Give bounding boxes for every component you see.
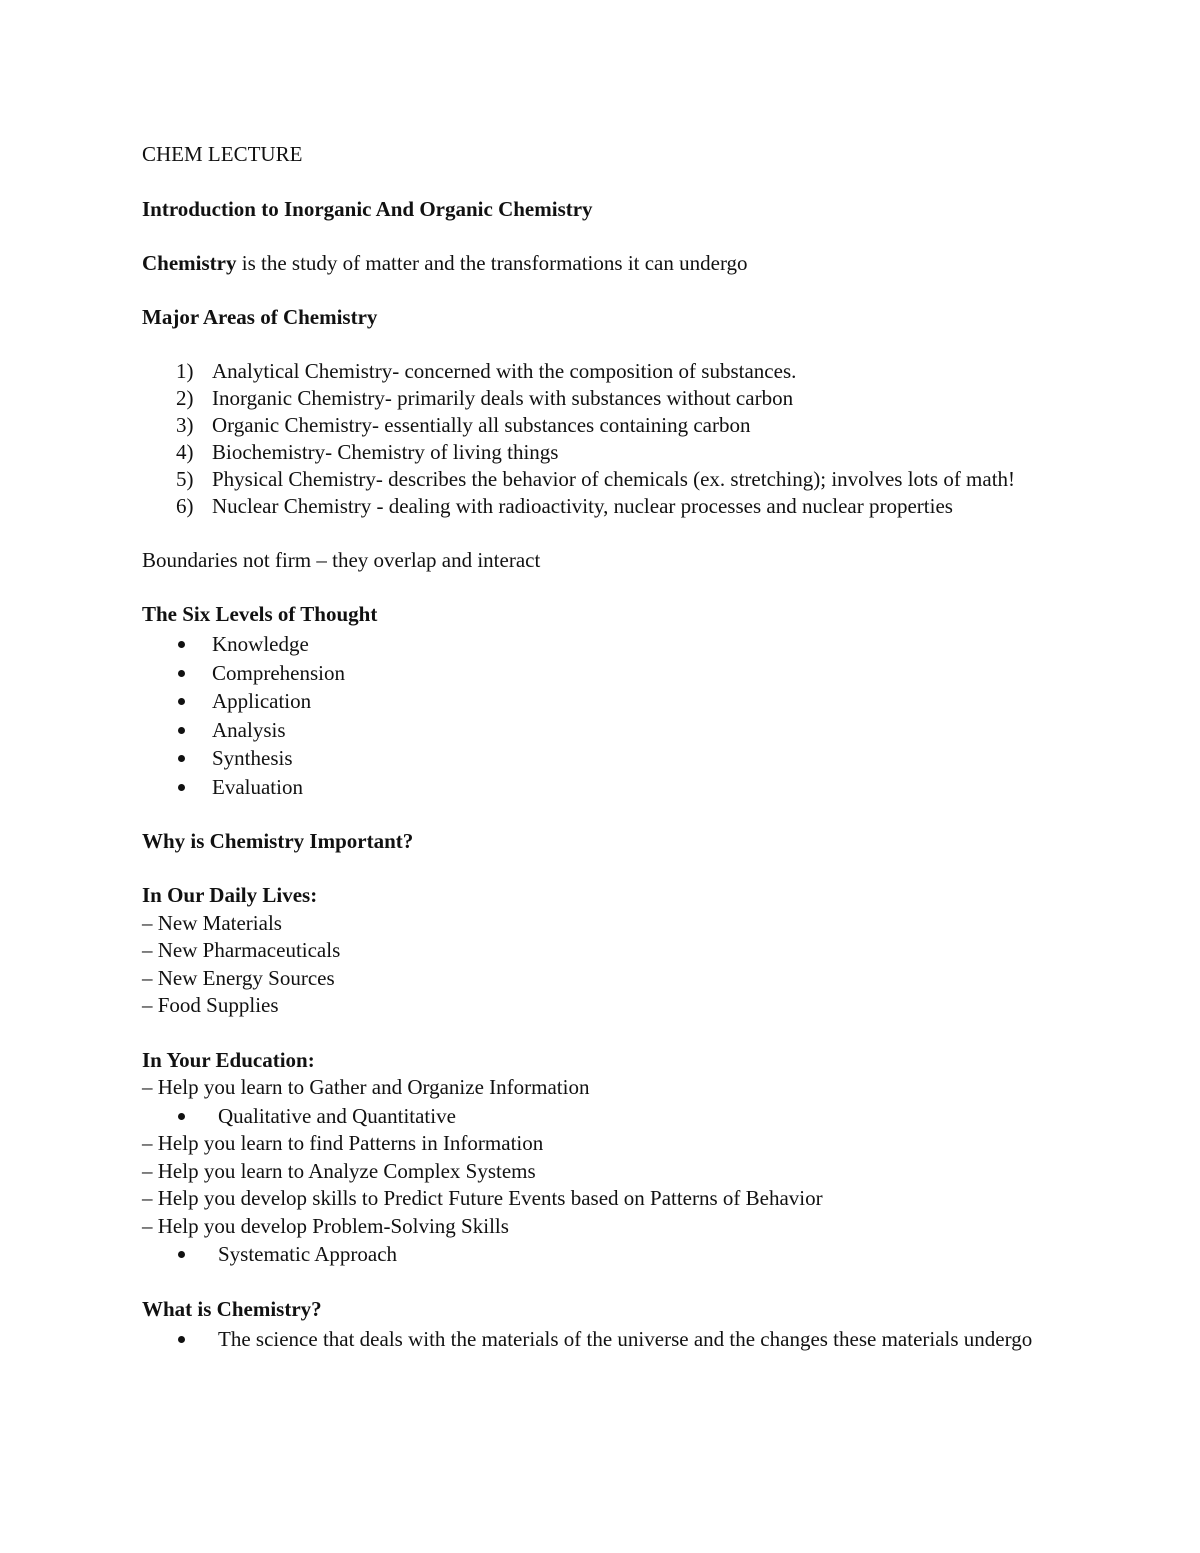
doc-subtitle: Introduction to Inorganic And Organic Chemistry [142, 197, 593, 221]
definition-text: is the study of matter and the transformations it can undergo [236, 251, 748, 275]
list-item [142, 687, 1062, 716]
education-heading: In Your Education: [142, 1047, 315, 1072]
list-item [142, 385, 1062, 412]
education-item: – Help you develop skills to Predict Future Events based on Patterns of Behavior [142, 1186, 823, 1210]
daily-item: – New Pharmaceuticals [142, 938, 341, 962]
bullet-icon [178, 670, 185, 677]
daily-heading: In Our Daily Lives: [142, 883, 318, 907]
list-item [142, 1240, 1062, 1269]
list-item-text: Systematic Approach [218, 1242, 398, 1266]
list-item [142, 716, 1062, 745]
bullet-icon [178, 784, 185, 791]
list-item-text: Analytical Chemistry- concerned with the composition of substances. [212, 359, 797, 383]
what-heading: What is Chemistry? [142, 1296, 322, 1321]
list-item [142, 466, 1062, 493]
why-heading: Why is Chemistry Important? [142, 829, 414, 853]
list-item [142, 1325, 1062, 1354]
list-number: 5) [176, 467, 194, 491]
list-item-text: Nuclear Chemistry - dealing with radioactivity, nuclear processes and nuclear properties [212, 494, 953, 518]
education-item: – Help you learn to Gather and Organize Information [142, 1075, 590, 1099]
list-item [142, 493, 1062, 520]
list-item-text: Inorganic Chemistry- primarily deals with substances without carbon [212, 386, 794, 410]
chemistry-definition [142, 250, 1062, 277]
bullet-icon [178, 1336, 185, 1343]
list-number: 6) [176, 494, 194, 518]
bullet-icon [178, 727, 185, 734]
list-item-text: Qualitative and Quantitative [218, 1103, 456, 1128]
daily-item: – New Materials [142, 910, 282, 935]
list-item [142, 659, 1062, 688]
education-sublist [142, 1240, 1062, 1269]
doc-title: CHEM LECTURE [142, 142, 303, 166]
list-number: 1) [176, 359, 194, 383]
bullet-icon [178, 698, 185, 705]
education-item: – Help you learn to Analyze Complex Systems [142, 1158, 536, 1183]
list-item [142, 744, 1062, 773]
daily-lives-section [142, 882, 1062, 1020]
what-list [142, 1325, 1062, 1354]
list-item [142, 630, 1062, 659]
daily-item: – New Energy Sources [142, 965, 335, 990]
bullet-icon [178, 1113, 185, 1120]
list-item [142, 773, 1062, 802]
education-item: – Help you learn to find Patterns in Information [142, 1131, 544, 1155]
list-item-text: Physical Chemistry- describes the behavior of chemicals (ex. stretching); involves lots of math! [212, 467, 1016, 491]
major-areas-list [142, 358, 1062, 520]
list-item-text: Comprehension [212, 660, 345, 685]
list-number: 4) [176, 440, 194, 464]
list-item-text: Synthesis [212, 746, 293, 770]
list-item-text: Analysis [212, 717, 286, 742]
list-item [142, 358, 1062, 385]
education-section [142, 1047, 1062, 1269]
list-item-text: Biochemistry- Chemistry of living things [212, 440, 559, 464]
list-number: 2) [176, 386, 194, 410]
list-item [142, 439, 1062, 466]
bullet-icon [178, 1251, 185, 1258]
document-page [142, 141, 1062, 1353]
list-item-text: Organic Chemistry- essentially all substances containing carbon [212, 413, 751, 437]
education-sublist [142, 1102, 1062, 1131]
list-item [142, 1102, 1062, 1131]
list-number: 3) [176, 413, 194, 437]
daily-item: – Food Supplies [142, 993, 279, 1017]
definition-term: Chemistry [142, 251, 237, 275]
list-item-text: Knowledge [212, 632, 309, 656]
list-item-text: Application [212, 689, 312, 713]
bullet-icon [178, 641, 185, 648]
list-item-text: The science that deals with the materials of the universe and the changes these materials undergo [218, 1326, 1033, 1351]
levels-list [142, 630, 1062, 801]
list-item [142, 412, 1062, 439]
major-areas-heading: Major Areas of Chemistry [142, 305, 378, 329]
list-item-text: Evaluation [212, 774, 303, 799]
boundaries-note: Boundaries not firm – they overlap and interact [142, 548, 541, 572]
education-item: – Help you develop Problem-Solving Skills [142, 1213, 509, 1238]
bullet-icon [178, 755, 185, 762]
levels-heading: The Six Levels of Thought [142, 602, 378, 626]
